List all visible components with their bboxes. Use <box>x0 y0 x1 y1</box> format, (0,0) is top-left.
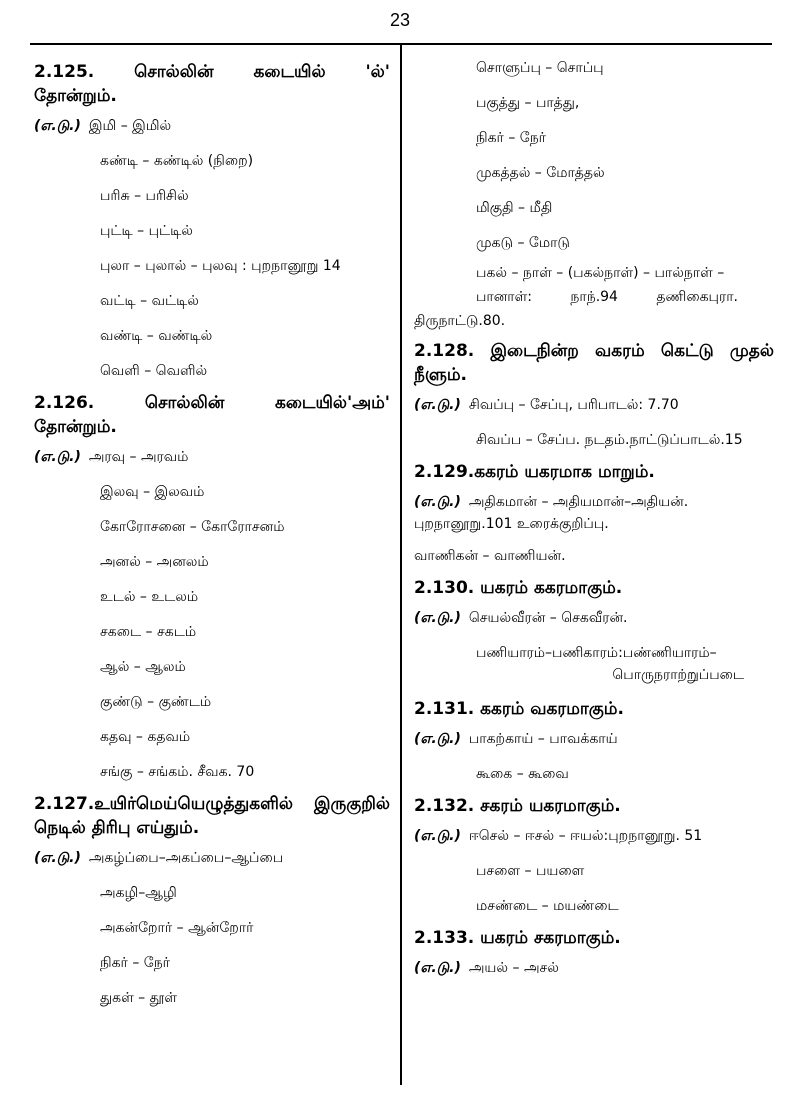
example-line: திருநாட்டு.80. <box>414 313 506 329</box>
section-heading-2-125: 2.125. சொல்லின் கடையில் 'ல்' தோன்றும். <box>34 62 390 106</box>
example-text: செயல்வீரன் – செகவீரன். <box>468 610 628 626</box>
example-line <box>34 447 390 467</box>
example-line: அகழி–ஆழி <box>100 885 177 901</box>
example-line <box>34 848 390 868</box>
section-heading-2-128: 2.128. இடைநின்ற வகரம் கெட்டு முதல் நீளும். <box>414 341 774 385</box>
example-line: சங்கு – சங்கம். சீவக. 70 <box>100 764 255 780</box>
section-heading-2-133: 2.133. யகரம் சகரமாகும். <box>414 928 621 948</box>
example-line: அகன்றோர் – ஆன்றோர் <box>100 920 254 936</box>
example-line: நிகர் – நேர் <box>100 955 170 971</box>
example-marker: (எ.டு.) <box>414 960 461 976</box>
example-line: சிவப்ப – சேப்ப. நடதம்.நாட்டுப்பாடல்.15 <box>476 432 743 448</box>
example-line: வண்டி – வண்டில் <box>100 328 213 344</box>
example-line <box>414 729 774 749</box>
example-line: துகள் – தூள் <box>100 990 178 1006</box>
example-line <box>34 116 390 136</box>
example-line: அனல் – அனலம் <box>100 554 209 570</box>
example-line: வாணிகன் – வாணியன். <box>414 548 566 564</box>
section-heading-2-129: 2.129.ககரம் யகரமாக மாறும். <box>414 462 655 482</box>
example-text: அகழ்ப்பை–அகப்பை–ஆப்பை <box>88 850 284 866</box>
example-line: சகடை – சகடம் <box>100 624 197 640</box>
example-line <box>414 958 774 978</box>
example-line: முகத்தல் – மோத்தல் <box>476 165 605 181</box>
example-line: குண்டு – குண்டம் <box>100 694 212 710</box>
example-marker: (எ.டு.) <box>414 610 461 626</box>
section-heading-2-132: 2.132. சகரம் யகரமாகும். <box>414 796 621 816</box>
left-column <box>34 60 390 1023</box>
example-line: பசளை – பயளை <box>476 863 585 879</box>
example-marker: (எ.டு.) <box>414 494 461 510</box>
example-line: பரிசு – பரிசில் <box>100 188 189 204</box>
example-line <box>414 826 774 846</box>
example-line: பகல் – நாள் – (பகல்நாள்) – பால்நாள் – <box>476 265 725 281</box>
example-line: புறநானூறு.101 உரைக்குறிப்பு. <box>414 516 609 532</box>
example-line: மசண்டை – மயண்டை <box>476 898 619 914</box>
example-line: புலா – புலால் – புலவு : புறநானூறு 14 <box>100 258 341 274</box>
example-line: புட்டி – புட்டில் <box>100 223 193 239</box>
example-text: அயல் – அசல் <box>468 960 559 976</box>
example-line: பானாள்: நாந்.94 தணிகைபுரா. <box>476 289 738 305</box>
page-number: 23 <box>389 10 411 30</box>
example-line: முகடு – மோடு <box>476 235 570 251</box>
example-line: நிகர் – நேர் <box>476 130 546 146</box>
example-line: கூகை – கூவை <box>476 766 569 782</box>
example-marker: (எ.டு.) <box>34 118 81 134</box>
example-text: பாகற்காய் – பாவக்காய் <box>468 731 618 747</box>
right-column <box>414 58 774 993</box>
example-marker: (எ.டு.) <box>414 397 461 413</box>
example-text: சிவப்பு – சேப்பு, பரிபாடல்: 7.70 <box>468 397 679 413</box>
example-line: பணியாரம்–பணிகாரம்:பண்ணியாரம்– <box>476 645 717 661</box>
example-line: மிகுதி – மீதி <box>476 200 553 216</box>
example-line: கதவு – கதவம் <box>100 729 191 745</box>
example-line: வட்டி – வட்டில் <box>100 293 199 309</box>
example-line: பகுத்து – பாத்து, <box>476 95 580 111</box>
example-marker: (எ.டு.) <box>34 850 81 866</box>
example-line: இலவு – இலவம் <box>100 484 205 500</box>
section-heading-2-126: 2.126. சொல்லின் கடையில்'அம்' தோன்றும். <box>34 393 390 437</box>
example-text: ஈசெல் – ஈசல் – ஈயல்:புறநானூறு. 51 <box>468 828 703 844</box>
example-text: இமி – இமில் <box>88 118 172 134</box>
example-line: கண்டி – கண்டில் (நிறை) <box>100 153 254 169</box>
example-line <box>414 395 774 415</box>
example-marker: (எ.டு.) <box>414 731 461 747</box>
example-line <box>414 492 774 512</box>
example-text: அதிகமான் – அதியமான்–அதியன். <box>468 494 689 510</box>
example-marker: (எ.டு.) <box>414 828 461 844</box>
example-line: வெளி – வெளில் <box>100 363 208 379</box>
column-divider <box>400 45 402 1085</box>
example-text: அரவு – அரவம் <box>88 449 189 465</box>
example-line: சொளுப்பு – சொப்பு <box>476 60 604 76</box>
section-heading-2-131: 2.131. ககரம் வகரமாகும். <box>414 699 624 719</box>
example-line: ஆல் – ஆலம் <box>100 659 186 675</box>
example-line: கோரோசனை – கோரோசனம் <box>100 519 285 535</box>
example-line <box>414 608 774 628</box>
section-heading-2-127: 2.127.உயிர்மெய்யெழுத்துகளில் இருகுறில் நெடில் திரிபு எய்தும். <box>34 794 390 838</box>
example-marker: (எ.டு.) <box>34 449 81 465</box>
example-line: பொருநராற்றுப்படை <box>612 667 744 683</box>
example-line: உடல் – உடலம் <box>100 589 199 605</box>
section-heading-2-130: 2.130. யகரம் ககரமாகும். <box>414 578 623 598</box>
